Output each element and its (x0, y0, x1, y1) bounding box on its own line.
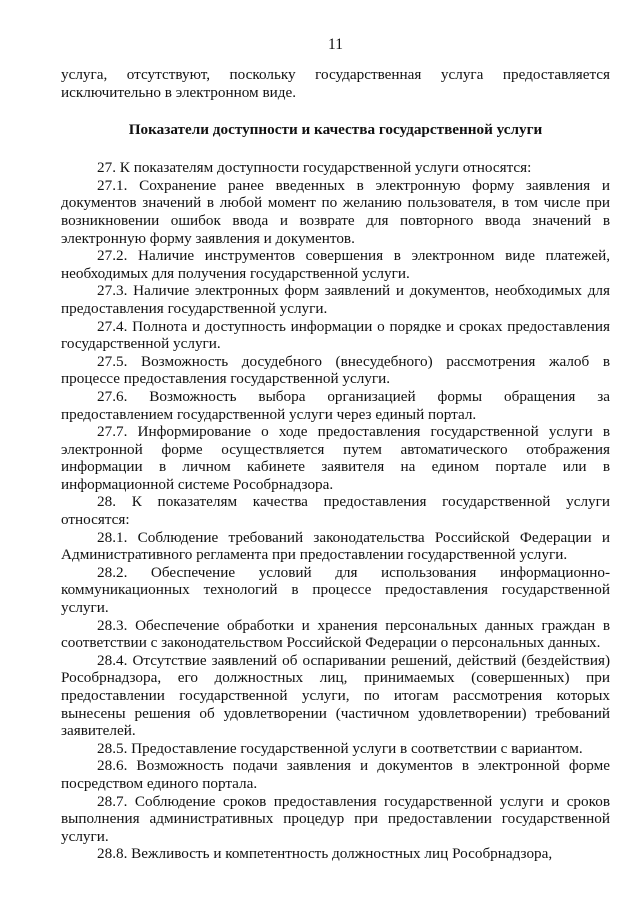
list-item-27-1: 27.1. Сохранение ранее введенных в электронную форму заявления и документов значений в любой момент по желанию пользователя, в том числе при возникновении ошибок ввода и возврате для повторного ввода значений в электронную форму заявления и документов. (61, 176, 610, 247)
list-item-27-2: 27.2. Наличие инструментов совершения в электронном виде платежей, необходимых для получения государственной услуги. (61, 247, 610, 282)
list-item-28-4: 28.4. Отсутствие заявлений об оспаривании решений, действий (бездействия) Рособрнадзора, его должностных лиц, принимаемых (совершенных) при предоставлении государственной услуги, по итогам рассмотрения которых вынесены решения об удовлетворении (частичном удовлетворении) требований заявителей. (61, 651, 610, 740)
list-item-27-4: 27.4. Полнота и доступность информации о порядке и сроках предоставления государственной услуги. (61, 317, 610, 353)
list-item-27-3: 27.3. Наличие электронных форм заявлений и документов, необходимых для предоставления государственной услуги. (61, 282, 610, 317)
item-list (61, 159, 610, 863)
list-item-27: 27. К показателям доступности государственной услуги относятся: (97, 159, 532, 177)
page-number: 11 (328, 36, 343, 53)
section-heading: Показатели доступности и качества государственной услуги (128, 121, 543, 139)
list-item-28-6: 28.6. Возможность подачи заявления и документов в электронной форме посредством единого портала. (61, 757, 610, 792)
list-item-28-7: 28.7. Соблюдение сроков предоставления государственной услуги и сроков выполнения административных процедур при предоставлении государственной услуги. (61, 792, 610, 845)
list-item-27-6: 27.6. Возможность выбора организацией формы обращения за предоставлением государственной услуги через единый портал. (61, 387, 610, 423)
list-item-28: 28. К показателям качества предоставления государственной услуги относятся: (61, 493, 610, 529)
list-item-28-3: 28.3. Обеспечение обработки и хранения персональных данных граждан в соответствии с законодательством Российской Федерации о персональных данных. (61, 616, 610, 652)
list-item-28-2: 28.2. Обеспечение условий для использования информационно-коммуникационных технологий в процессе предоставления государственной услуги. (61, 563, 610, 617)
list-item-28-5: 28.5. Предоставление государственной услуги в соответствии с вариантом. (97, 739, 583, 757)
list-item-28-8: 28.8. Вежливость и компетентность должностных лиц Рособрнадзора, (97, 845, 553, 863)
intro-paragraph: услуга, отсутствуют, поскольку государственная услуга предоставляется исключительно в электронном виде. (61, 66, 610, 101)
list-item-27-5: 27.5. Возможность досудебного (внесудебного) рассмотрения жалоб в процессе предоставления государственной услуги. (61, 352, 610, 388)
list-item-28-1: 28.1. Соблюдение требований законодательства Российской Федерации и Административного регламента при предоставлении государственной услуги. (61, 528, 610, 564)
list-item-27-7: 27.7. Информирование о ходе предоставления государственной услуги в электронной форме осуществляется путем автоматического отображения информации в личном кабинете заявителя на едином портале или в информационной системе Рособрнадзора. (61, 423, 610, 493)
